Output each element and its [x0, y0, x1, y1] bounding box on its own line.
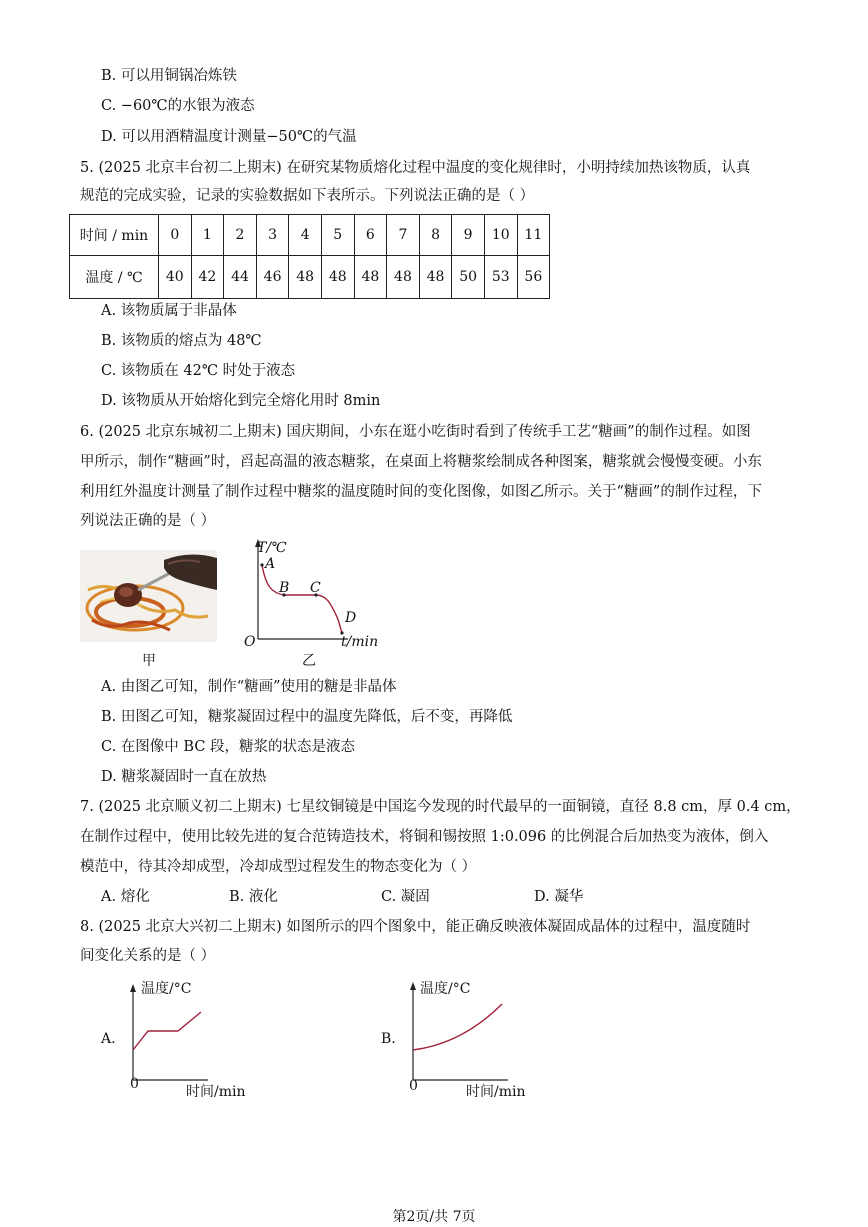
q6-stem-line4: 列说法正确的是（ ） — [80, 513, 216, 529]
q5-stem-line1: 5. (2025 北京丰台初二上期末) 在研究某物质熔化过程中温度的变化规律时，小明持续加热该物质，认真 — [80, 160, 751, 176]
q7-stem-line3: 模范中，待其冷却成型，冷却成型过程发生的物态变化为（ ） — [80, 859, 477, 875]
table-cell: 9 — [452, 215, 485, 256]
q8-stem-line1: 8. (2025 北京大兴初二上期末) 如图所示的四个图象中，能正确反映液体凝固成晶体的过程中，温度随时 — [80, 919, 751, 935]
q8-graph-a-origin: 0 — [130, 1076, 139, 1092]
y-axis-arrow-icon — [130, 984, 136, 992]
q7-option-d: D. 凝华 — [534, 889, 584, 905]
graph-ylabel: T/℃ — [257, 540, 287, 556]
table-cell: 0 — [159, 215, 192, 256]
q5-stem-line2: 规范的完成实验，记录的实验数据如下表所示。下列说法正确的是（ ） — [80, 188, 535, 204]
figure-label-yi: 乙 — [302, 653, 316, 669]
table-header-temperature: 温度 / ℃ — [70, 256, 159, 299]
q5-data-table — [69, 214, 550, 299]
q4-option-c: C. −60℃的水银为液态 — [101, 98, 255, 114]
table-cell: 48 — [354, 256, 387, 299]
q8-stem-line2: 间变化关系的是（ ） — [80, 948, 216, 964]
q8-graph-b-label: B. — [381, 1031, 396, 1047]
graph-origin: O — [244, 634, 256, 650]
q7-stem-line2: 在制作过程中，使用比较先进的复合范铸造技术，将铜和锡按照 1:0.096 的比例混合后加热变为液体，倒入 — [80, 829, 769, 845]
table-header-time: 时间 / min — [70, 215, 159, 256]
q8-graph-a-xlabel: 时间/min — [186, 1084, 246, 1100]
table-cell: 42 — [191, 256, 224, 299]
figure-label-jia: 甲 — [142, 653, 156, 669]
q7-stem-line1: 7. (2025 北京顺义初二上期末) 七星纹铜镜是中国迄今发现的时代最早的一面铜镜，直径 8.8 cm，厚 0.4 cm， — [80, 799, 801, 815]
q5-option-d: D. 该物质从开始熔化到完全熔化用时 8min — [101, 393, 381, 409]
graph-point-d: D — [345, 610, 357, 626]
q5-option-c: C. 该物质在 42℃ 时处于液态 — [101, 363, 296, 379]
graph-xlabel: t/min — [341, 634, 379, 650]
table-cell: 48 — [387, 256, 420, 299]
y-axis-arrow-icon — [410, 982, 416, 990]
table-cell: 7 — [387, 215, 420, 256]
table-cell: 48 — [289, 256, 322, 299]
table-cell: 8 — [419, 215, 452, 256]
table-cell: 5 — [321, 215, 354, 256]
q7-option-b: B. 液化 — [229, 889, 278, 905]
q8-graph-b-xlabel: 时间/min — [466, 1084, 526, 1100]
sugar-painting-photo — [80, 550, 217, 642]
table-cell: 10 — [484, 215, 517, 256]
q8-graph-a-label: A. — [101, 1031, 116, 1047]
q4-option-b: B. 可以用铜锅冶炼铁 — [101, 68, 237, 84]
q7-option-c: C. 凝固 — [381, 889, 430, 905]
cooling-curve — [262, 565, 342, 633]
graph-point-b: B — [279, 580, 290, 596]
table-cell: 48 — [419, 256, 452, 299]
q6-stem-line3: 利用红外温度计测量了制作过程中糖浆的温度随时间的变化图像，如图乙所示。关于“糖画”的制作过程，下 — [80, 484, 762, 500]
q6-option-b: B. 田图乙可知，糖浆凝固过程中的温度先降低，后不变，再降低 — [101, 709, 513, 725]
q6-option-d: D. 糖浆凝固时一直在放热 — [101, 769, 267, 785]
q5-option-b: B. 该物质的熔点为 48℃ — [101, 333, 262, 349]
table-cell: 44 — [224, 256, 257, 299]
graph-a-curve — [133, 1012, 201, 1050]
table-cell: 50 — [452, 256, 485, 299]
table-cell: 40 — [159, 256, 192, 299]
q8-graph-a-ylabel: 温度/°C — [141, 981, 192, 997]
table-cell: 56 — [517, 256, 550, 299]
table-cell: 48 — [321, 256, 354, 299]
q5-option-a: A. 该物质属于非晶体 — [101, 303, 237, 319]
point-a-dot — [260, 563, 263, 566]
table-cell: 3 — [256, 215, 289, 256]
q6-option-c: C. 在图像中 BC 段，糖浆的状态是液态 — [101, 739, 356, 755]
table-cell: 1 — [191, 215, 224, 256]
page-footer: 第2页/共 7页 — [392, 1209, 476, 1225]
q8-graph-b-origin: 0 — [409, 1078, 418, 1094]
table-cell: 6 — [354, 215, 387, 256]
q6-stem-line1: 6. (2025 北京东城初二上期末) 国庆期间，小东在逛小吃街时看到了传统手工艺“糖画”的制作过程。如图 — [80, 424, 751, 440]
table-cell: 53 — [484, 256, 517, 299]
q7-option-a: A. 熔化 — [101, 889, 150, 905]
table-cell: 46 — [256, 256, 289, 299]
table-cell: 4 — [289, 215, 322, 256]
table-row-temperature — [70, 256, 550, 299]
graph-point-a: A — [265, 556, 276, 572]
table-cell: 2 — [224, 215, 257, 256]
graph-b-curve — [413, 1004, 502, 1050]
table-cell: 11 — [517, 215, 550, 256]
q6-stem-line2: 甲所示，制作“糖画”时，舀起高温的液态糖浆，在桌面上将糖浆绘制成各种图案，糖浆就会慢慢变硬。小东 — [80, 454, 762, 470]
table-row-time — [70, 215, 550, 256]
q4-option-d: D. 可以用酒精温度计测量−50℃的气温 — [101, 129, 357, 145]
graph-point-c: C — [310, 580, 321, 596]
q8-graph-b-ylabel: 温度/°C — [420, 981, 471, 997]
q6-option-a: A. 由图乙可知，制作“糖画”使用的糖是非晶体 — [101, 679, 397, 695]
